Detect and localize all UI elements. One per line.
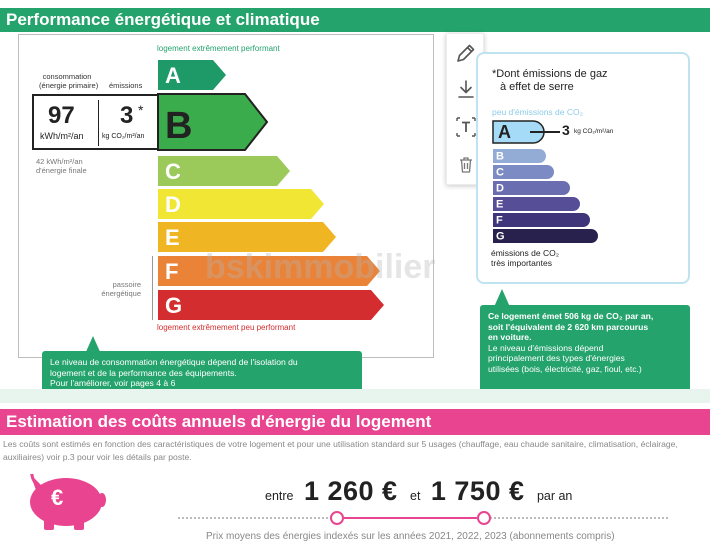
ges-bar-b: [492, 148, 558, 164]
callout-right-line2: principalement des types d'énergies: [488, 353, 625, 363]
pencil-icon[interactable]: [454, 41, 478, 65]
dpe-bar-a: [157, 58, 230, 92]
ges-top-label: peu d'émissions de CO₂: [492, 107, 583, 117]
dpe-bar-letter-a: A: [165, 63, 181, 88]
costs-footnote: Prix moyens des énergies indexés sur les années 2021, 2022, 2023 (abonnements compris): [206, 531, 615, 542]
final-energy-line2: d'énergie finale: [36, 166, 87, 175]
passoire-line1: passoire: [112, 280, 141, 289]
cost-and-label: et: [410, 489, 421, 503]
cost-max-marker: [477, 511, 491, 525]
piggy-bank-icon: [22, 470, 106, 532]
costs-note: Les coûts sont estimés en fonction des caractéristiques de votre logement et pour une utilisation standard sur 5 usages (chauffage, eau chaude sanitaire, climatisation, éclairage, auxiliaires) voir p.3 pour voir les détails par poste.: [3, 439, 678, 462]
costs-title: Estimation des coûts annuels d'énergie du logement: [6, 412, 432, 431]
ges-current-value: 3: [562, 122, 570, 138]
section-title: Performance énergétique et climatique: [6, 10, 320, 29]
dpe-bar-letter-b: B: [165, 105, 193, 147]
euro-symbol: €: [51, 485, 64, 510]
cost-min: 1 260 €: [303, 476, 398, 506]
section-header-costs: [0, 409, 710, 435]
cost-max: 1 750 €: [430, 476, 525, 506]
cost-between-label: entre: [265, 489, 294, 503]
cost-min-marker: [330, 511, 344, 525]
callout-right-bold1: Ce logement émet 506 kg de CO₂ par an,: [488, 311, 654, 321]
dpe-bottom-label: logement extrêmement peu performant: [157, 323, 296, 332]
primary-energy-unit: kWh/m²/an: [40, 131, 84, 141]
callout-right-line1: Le niveau d'émissions dépend: [488, 342, 604, 353]
ges-current-unit: kg CO₂/m²/an: [574, 128, 614, 135]
passoire-bracket: [152, 256, 153, 320]
ges-bar-e: [492, 196, 592, 212]
consumption-label-line2: (énergie primaire): [39, 81, 99, 90]
callout-right-bold2: soit l'équivalent de 2 620 km parcourus: [488, 321, 649, 332]
emissions-unit: kg CO₂/m²/an: [102, 133, 145, 140]
cost-per-year-label: par an: [536, 489, 573, 503]
final-energy-note: [36, 157, 87, 175]
dpe-bar-letter-c: C: [165, 159, 181, 184]
ges-bar-letter-a: A: [498, 122, 511, 142]
ges-bar-letter-c: C: [496, 166, 504, 179]
dpe-bar-b: [157, 92, 271, 152]
ges-title-line1: *Dont émissions de gaz: [492, 68, 608, 80]
emissions-label: émissions: [109, 81, 143, 90]
primary-energy-value: 97: [48, 102, 75, 129]
dpe-bar-letter-g: G: [165, 293, 183, 318]
dpe-value-box: [32, 94, 159, 150]
passoire-label: [95, 280, 141, 298]
ges-bar-letter-d: D: [496, 182, 504, 195]
section-header-performance: [0, 8, 710, 32]
download-icon[interactable]: [454, 77, 478, 101]
consumption-label: [39, 72, 99, 90]
ges-title-line2: à effet de serre: [500, 81, 574, 93]
cost-range-segment: [344, 517, 477, 519]
ges-bar-letter-g: G: [496, 230, 505, 243]
emissions-star: *: [138, 102, 144, 118]
emissions-value: 3: [120, 102, 134, 129]
dpe-bar-letter-f: F: [165, 259, 179, 284]
callout-left-line3: Pour l'améliorer, voir pages 4 à 6: [50, 378, 176, 388]
callout-emissions: [480, 305, 690, 402]
ges-bar-letter-f: F: [496, 214, 503, 227]
cost-range: [265, 476, 572, 512]
final-energy-line1: 42 kWh/m²/an: [36, 157, 83, 166]
ges-bar-c: [492, 164, 566, 180]
ges-label-panel: [476, 52, 690, 284]
dpe-bar-letter-d: D: [165, 192, 181, 217]
ges-bottom-label: [491, 248, 559, 268]
watermark-logo: bskimmobilier: [205, 248, 436, 286]
trash-icon[interactable]: [454, 153, 478, 177]
callout-left-line2: logement et de la performance des équipements.: [50, 367, 237, 378]
text-icon[interactable]: [454, 115, 478, 139]
dpe-bar-d: [157, 187, 328, 221]
callout-right-bold3: en voiture.: [488, 332, 532, 342]
ges-bar-d: [492, 180, 582, 196]
ges-current-pointer: [530, 131, 560, 133]
ges-bottom-line1: émissions de CO₂: [491, 248, 560, 258]
passoire-line2: énergétique: [101, 289, 141, 298]
ges-bar-g: [492, 228, 610, 244]
dpe-bar-letter-e: E: [165, 225, 180, 250]
value-separator: [98, 100, 99, 146]
callout-right-line3: utilisées (bois, électricité, gaz, fioul, etc.): [488, 363, 642, 374]
dpe-bar-c: [157, 154, 294, 188]
ges-bar-letter-e: E: [496, 198, 504, 211]
ges-bar-f: [492, 212, 602, 228]
dpe-top-label: logement extrêmement performant: [157, 44, 280, 53]
dpe-bar-g: [157, 288, 388, 322]
callout-left-line1: Le niveau de consommation énergétique dépend de l'isolation du: [50, 357, 298, 367]
ges-bottom-line2: très importantes: [491, 258, 552, 268]
consumption-label-line1: consommation: [42, 72, 92, 81]
ges-bar-letter-b: B: [496, 150, 504, 163]
ges-title: [492, 68, 608, 94]
section-divider: [0, 389, 710, 403]
